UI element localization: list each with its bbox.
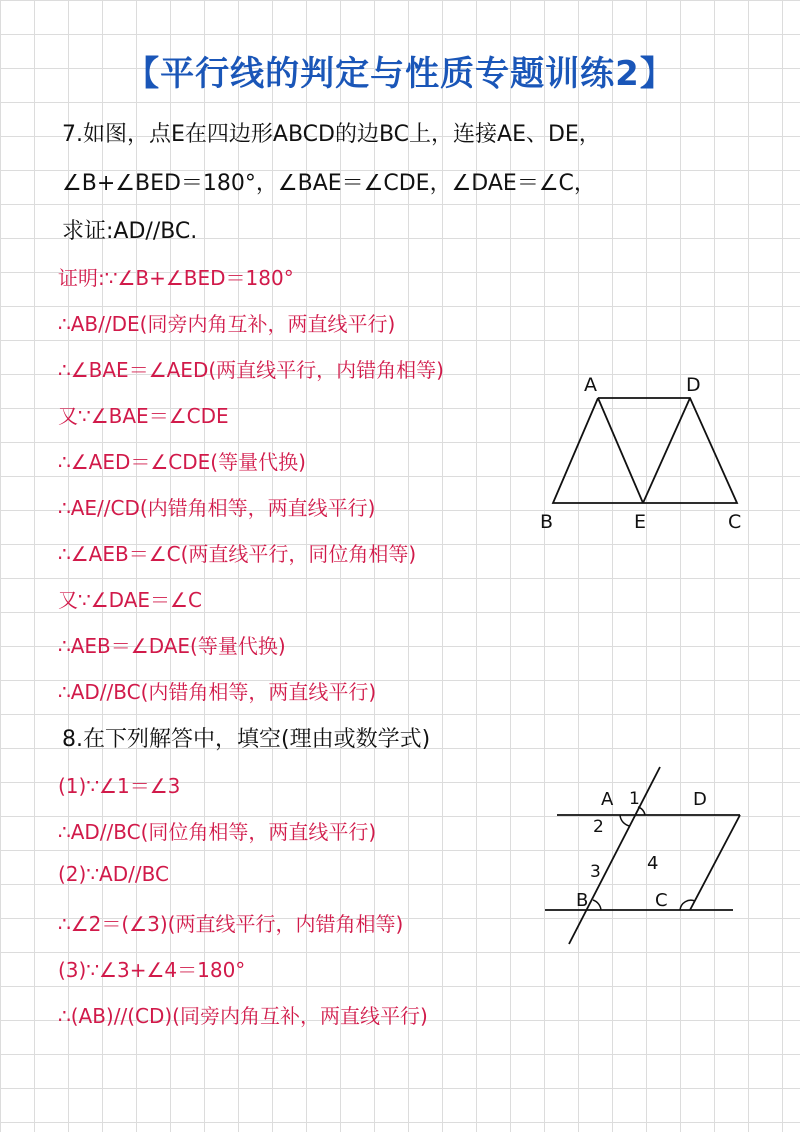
proof7-line-7: ∴∠AEB＝∠C(两直线平行，同位角相等)	[58, 542, 417, 566]
figure8-angle-2-arc	[620, 815, 630, 826]
figure8-angle-b-arc	[593, 900, 601, 910]
figure8-label-angle2: 2	[593, 817, 604, 837]
proof7-line-4: 又∵∠BAE＝∠CDE	[58, 404, 229, 428]
problem8-figure	[535, 762, 750, 952]
figure8-segment-cd	[690, 815, 740, 910]
problem7-stem-line-3: 求证:AD//BC.	[62, 219, 198, 244]
figure7-segment-ae	[598, 398, 643, 503]
answer8-line-4: ∴∠2＝(∠3)(两直线平行，内错角相等)	[58, 912, 404, 936]
figure7-label-b: B	[540, 511, 554, 533]
figure7-label-a: A	[584, 374, 597, 396]
figure8-label-angle4: 4	[647, 853, 659, 874]
figure7-segment-de	[643, 398, 690, 503]
proof7-line-10: ∴AD//BC(内错角相等，两直线平行)	[58, 680, 377, 704]
proof7-line-8: 又∵∠DAE＝∠C	[58, 588, 202, 612]
figure7-outline	[553, 398, 737, 503]
figure8-label-angle1: 1	[629, 789, 640, 809]
figure8-label-b: B	[576, 890, 589, 911]
answer8-line-1: (1)∵∠1＝∠3	[58, 774, 181, 798]
answer8-line-5: (3)∵∠3+∠4＝180°	[58, 958, 246, 982]
page-title: 【平行线的判定与性质专题训练2】	[125, 54, 675, 94]
proof7-line-6: ∴AE//CD(内错角相等，两直线平行)	[58, 496, 376, 520]
figure7-label-e: E	[634, 511, 647, 533]
proof7-line-1: 证明:∵∠B+∠BED＝180°	[58, 266, 294, 290]
proof7-line-3: ∴∠BAE＝∠AED(两直线平行，内错角相等)	[58, 358, 444, 382]
figure8-label-d: D	[693, 789, 707, 810]
figure7-label-c: C	[728, 511, 742, 533]
answer8-line-2: ∴AD//BC(同位角相等，两直线平行)	[58, 820, 377, 844]
figure8-label-c: C	[655, 890, 668, 911]
problem7-stem-line-2: ∠B+∠BED＝180°，∠BAE＝∠CDE，∠DAE＝∠C，	[62, 171, 596, 196]
problem7-stem-line-1: 7.如图，点E在四边形ABCD的边BC上，连接AE、DE，	[62, 122, 601, 147]
answer8-line-3: (2)∵AD//BC	[58, 862, 169, 886]
answer8-line-6: ∴(AB)//(CD)(同旁内角互补，两直线平行)	[58, 1004, 428, 1028]
figure8-label-a: A	[601, 789, 614, 810]
proof7-line-2: ∴AB//DE(同旁内角互补，两直线平行)	[58, 312, 396, 336]
proof7-line-5: ∴∠AED＝∠CDE(等量代换)	[58, 450, 306, 474]
problem8-stem: 8.在下列解答中，填空(理由或数学式)	[62, 727, 431, 752]
figure8-label-angle3: 3	[590, 862, 601, 882]
problem7-figure	[530, 368, 760, 538]
proof7-line-9: ∴AEB＝∠DAE(等量代换)	[58, 634, 286, 658]
figure7-label-d: D	[686, 374, 701, 396]
